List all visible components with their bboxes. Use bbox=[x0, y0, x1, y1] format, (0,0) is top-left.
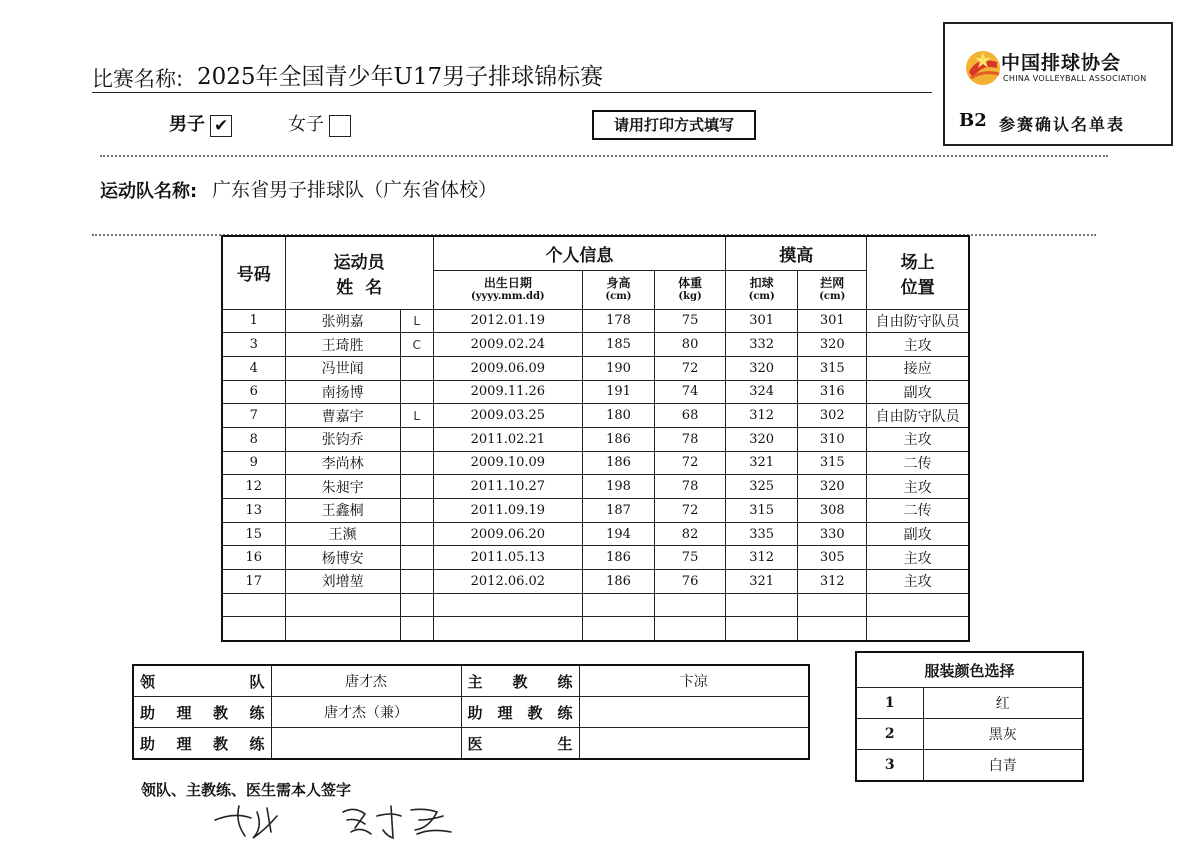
cell-height: 185 bbox=[582, 333, 654, 357]
staff-table bbox=[132, 664, 810, 760]
cell-birth: 2011.10.27 bbox=[433, 475, 582, 499]
cell-height: 187 bbox=[582, 499, 654, 523]
cell-position bbox=[867, 617, 969, 641]
cell-role bbox=[400, 593, 433, 617]
cell-birth bbox=[433, 593, 582, 617]
cell-weight: 74 bbox=[655, 380, 726, 404]
assistant-coach-label: 助 理 教 练 bbox=[461, 697, 579, 728]
cell-role bbox=[400, 570, 433, 594]
header-athlete bbox=[285, 236, 433, 309]
cell-role bbox=[400, 499, 433, 523]
doctor-value bbox=[579, 728, 809, 760]
cell-block: 315 bbox=[798, 356, 867, 380]
table-row bbox=[222, 309, 969, 333]
cell-spike: 320 bbox=[726, 427, 798, 451]
cell-block: 312 bbox=[798, 570, 867, 594]
cell-height bbox=[582, 593, 654, 617]
cell-number: 9 bbox=[222, 451, 285, 475]
gender-male bbox=[169, 110, 232, 137]
competition-label: 比赛名称: bbox=[92, 67, 184, 91]
cell-spike: 312 bbox=[726, 404, 798, 428]
cell-block: 301 bbox=[798, 309, 867, 333]
cell-block: 310 bbox=[798, 427, 867, 451]
signature-note: 领队、主教练、医生需本人签字 bbox=[141, 781, 352, 799]
cell-position: 自由防守队员 bbox=[867, 404, 969, 428]
cell-name: 张朔嘉 bbox=[285, 309, 400, 333]
form-title: 参赛确认名单表 bbox=[999, 115, 1126, 134]
cell-weight: 68 bbox=[655, 404, 726, 428]
cell-name: 冯世闻 bbox=[285, 356, 400, 380]
uniform-color: 白青 bbox=[923, 750, 1083, 782]
cell-spike: 315 bbox=[726, 499, 798, 523]
cell-name: 杨博安 bbox=[285, 546, 400, 570]
cell-number: 16 bbox=[222, 546, 285, 570]
cell-number: 6 bbox=[222, 380, 285, 404]
team-leader-label: 领 队 bbox=[133, 665, 271, 697]
header-position-line2: 位置 bbox=[900, 277, 935, 298]
cell-weight: 75 bbox=[655, 546, 726, 570]
table-row bbox=[222, 356, 969, 380]
cell-position: 自由防守队员 bbox=[867, 309, 969, 333]
cell-weight: 76 bbox=[655, 570, 726, 594]
org-name-en: CHINA VOLLEYBALL ASSOCIATION bbox=[1003, 74, 1147, 83]
cell-block: 305 bbox=[798, 546, 867, 570]
cell-position: 主攻 bbox=[867, 546, 969, 570]
cell-spike: 321 bbox=[726, 451, 798, 475]
cell-role bbox=[400, 356, 433, 380]
assistant-coach-value: 唐才杰（兼） bbox=[271, 697, 461, 728]
male-label: 男子 bbox=[169, 114, 205, 135]
header-spike bbox=[726, 270, 798, 309]
table-row bbox=[222, 404, 969, 428]
header-block-label: 拦网 bbox=[820, 275, 845, 290]
cell-birth: 2009.06.20 bbox=[433, 522, 582, 546]
competition-underline bbox=[92, 92, 932, 93]
cell-birth: 2011.09.19 bbox=[433, 499, 582, 523]
cell-birth: 2009.06.09 bbox=[433, 356, 582, 380]
print-instruction: 请用打印方式填写 bbox=[592, 110, 756, 140]
table-row bbox=[222, 380, 969, 404]
cell-spike: 335 bbox=[726, 522, 798, 546]
male-checkbox[interactable]: ✔ bbox=[210, 115, 232, 137]
head-coach-value: 卞凉 bbox=[579, 665, 809, 697]
org-name: 中国排球协会 bbox=[1001, 52, 1122, 74]
header-block bbox=[798, 270, 867, 309]
cell-number: 15 bbox=[222, 522, 285, 546]
cell-position: 主攻 bbox=[867, 427, 969, 451]
cell-block: 302 bbox=[798, 404, 867, 428]
cell-spike bbox=[726, 593, 798, 617]
cell-number: 3 bbox=[222, 333, 285, 357]
cell-role bbox=[400, 380, 433, 404]
cell-number: 7 bbox=[222, 404, 285, 428]
volleyball-logo-icon bbox=[963, 48, 1003, 88]
table-row bbox=[222, 522, 969, 546]
header-position bbox=[867, 236, 969, 309]
staff-row bbox=[133, 728, 809, 760]
header-reach: 摸高 bbox=[726, 236, 867, 270]
cell-name: 朱昶宇 bbox=[285, 475, 400, 499]
cell-role bbox=[400, 451, 433, 475]
cell-birth bbox=[433, 617, 582, 641]
cell-position: 二传 bbox=[867, 499, 969, 523]
cell-weight: 80 bbox=[655, 333, 726, 357]
cell-name bbox=[285, 593, 400, 617]
header-spike-label: 扣球 bbox=[749, 275, 774, 290]
table-row bbox=[222, 333, 969, 357]
assistant-coach-label: 助 理 教 练 bbox=[133, 728, 271, 760]
cell-spike bbox=[726, 617, 798, 641]
team-name: 广东省男子排球队（广东省体校） bbox=[212, 179, 498, 201]
header-birth-label: 出生日期 bbox=[483, 275, 532, 290]
cell-weight: 72 bbox=[655, 451, 726, 475]
cell-number: 12 bbox=[222, 475, 285, 499]
cell-name: 李尚林 bbox=[285, 451, 400, 475]
cell-position: 主攻 bbox=[867, 333, 969, 357]
uniform-index: 3 bbox=[856, 750, 923, 782]
cell-weight bbox=[655, 593, 726, 617]
uniform-index: 1 bbox=[856, 688, 923, 719]
cell-block: 320 bbox=[798, 475, 867, 499]
cell-height: 186 bbox=[582, 546, 654, 570]
cell-position: 副攻 bbox=[867, 522, 969, 546]
form-code: B2 bbox=[959, 110, 987, 131]
header-weight-label: 体重 bbox=[678, 275, 703, 290]
cell-birth: 2009.10.09 bbox=[433, 451, 582, 475]
cell-birth: 2011.02.21 bbox=[433, 427, 582, 451]
cell-height: 194 bbox=[582, 522, 654, 546]
cell-name bbox=[285, 617, 400, 641]
cell-number bbox=[222, 617, 285, 641]
team-leader-value: 唐才杰 bbox=[271, 665, 461, 697]
cell-weight: 78 bbox=[655, 427, 726, 451]
cell-position: 二传 bbox=[867, 451, 969, 475]
cell-height: 191 bbox=[582, 380, 654, 404]
table-row bbox=[222, 499, 969, 523]
cell-name: 刘增堃 bbox=[285, 570, 400, 594]
cell-birth: 2009.11.26 bbox=[433, 380, 582, 404]
uniform-row bbox=[856, 688, 1083, 719]
uniform-color-table bbox=[855, 651, 1084, 782]
table-row bbox=[222, 475, 969, 499]
cell-role bbox=[400, 475, 433, 499]
cell-birth: 2009.03.25 bbox=[433, 404, 582, 428]
cell-name: 王琦胜 bbox=[285, 333, 400, 357]
header-athlete-line2: 姓 名 bbox=[336, 277, 383, 298]
cell-number: 17 bbox=[222, 570, 285, 594]
cell-name: 曹嘉宇 bbox=[285, 404, 400, 428]
header-athlete-line1: 运动员 bbox=[333, 252, 385, 273]
cell-block: 308 bbox=[798, 499, 867, 523]
cell-birth: 2011.05.13 bbox=[433, 546, 582, 570]
cell-spike: 325 bbox=[726, 475, 798, 499]
cell-position bbox=[867, 593, 969, 617]
cell-weight: 78 bbox=[655, 475, 726, 499]
header-birth-format: (yyyy.mm.dd) bbox=[471, 290, 545, 302]
uniform-row bbox=[856, 750, 1083, 782]
team-label: 运动队名称: bbox=[100, 181, 198, 202]
header-personal-info: 个人信息 bbox=[433, 236, 725, 270]
cell-height: 178 bbox=[582, 309, 654, 333]
table-row bbox=[222, 427, 969, 451]
cell-role bbox=[400, 522, 433, 546]
doctor-label: 医 生 bbox=[461, 728, 579, 760]
cell-height: 198 bbox=[582, 475, 654, 499]
competition-name: 2025年全国青少年U17男子排球锦标赛 bbox=[197, 64, 604, 90]
cell-spike: 321 bbox=[726, 570, 798, 594]
table-row bbox=[222, 617, 969, 641]
cell-spike: 301 bbox=[726, 309, 798, 333]
table-row bbox=[222, 593, 969, 617]
cell-role: C bbox=[400, 333, 433, 357]
cell-role bbox=[400, 617, 433, 641]
header-height bbox=[582, 270, 654, 309]
header-height-unit: (cm) bbox=[605, 290, 632, 302]
header-number: 号码 bbox=[222, 236, 285, 309]
cell-weight: 72 bbox=[655, 356, 726, 380]
handwritten-signature bbox=[205, 798, 465, 842]
table-row bbox=[222, 546, 969, 570]
cell-spike: 324 bbox=[726, 380, 798, 404]
female-checkbox[interactable] bbox=[329, 115, 351, 137]
cell-height: 180 bbox=[582, 404, 654, 428]
form-id-box bbox=[943, 22, 1173, 146]
uniform-color: 红 bbox=[923, 688, 1083, 719]
assistant-coach-value bbox=[271, 728, 461, 760]
cell-number bbox=[222, 593, 285, 617]
cell-block bbox=[798, 617, 867, 641]
cell-name: 王濒 bbox=[285, 522, 400, 546]
cell-spike: 312 bbox=[726, 546, 798, 570]
table-row bbox=[222, 451, 969, 475]
header-birth bbox=[433, 270, 582, 309]
cell-weight bbox=[655, 617, 726, 641]
dotted-divider-top bbox=[100, 155, 1108, 157]
header-weight-unit: (kg) bbox=[678, 290, 702, 302]
cell-number: 8 bbox=[222, 427, 285, 451]
cell-position: 主攻 bbox=[867, 570, 969, 594]
roster-table bbox=[221, 235, 970, 642]
cell-role: L bbox=[400, 404, 433, 428]
header-spike-unit: (cm) bbox=[748, 290, 775, 302]
cell-height: 186 bbox=[582, 427, 654, 451]
cell-height bbox=[582, 617, 654, 641]
female-label: 女子 bbox=[288, 114, 324, 135]
assistant-coach-label: 助 理 教 练 bbox=[133, 697, 271, 728]
cell-birth: 2012.01.19 bbox=[433, 309, 582, 333]
cell-block: 316 bbox=[798, 380, 867, 404]
uniform-row bbox=[856, 719, 1083, 750]
head-coach-label: 主 教 练 bbox=[461, 665, 579, 697]
staff-row bbox=[133, 697, 809, 728]
header-position-line1: 场上 bbox=[900, 252, 935, 273]
uniform-color: 黑灰 bbox=[923, 719, 1083, 750]
header-weight bbox=[655, 270, 726, 309]
cell-block: 315 bbox=[798, 451, 867, 475]
uniform-title: 服装颜色选择 bbox=[856, 652, 1083, 688]
cell-spike: 320 bbox=[726, 356, 798, 380]
table-row bbox=[222, 570, 969, 594]
cell-spike: 332 bbox=[726, 333, 798, 357]
cell-number: 13 bbox=[222, 499, 285, 523]
cell-role bbox=[400, 427, 433, 451]
cell-height: 186 bbox=[582, 570, 654, 594]
header-block-unit: (cm) bbox=[819, 290, 846, 302]
assistant-coach-value bbox=[579, 697, 809, 728]
cell-number: 1 bbox=[222, 309, 285, 333]
cell-number: 4 bbox=[222, 356, 285, 380]
cell-weight: 72 bbox=[655, 499, 726, 523]
cell-birth: 2009.02.24 bbox=[433, 333, 582, 357]
cell-position: 主攻 bbox=[867, 475, 969, 499]
uniform-index: 2 bbox=[856, 719, 923, 750]
cell-weight: 75 bbox=[655, 309, 726, 333]
cell-block: 320 bbox=[798, 333, 867, 357]
cell-position: 接应 bbox=[867, 356, 969, 380]
gender-female bbox=[288, 110, 351, 137]
cell-name: 南扬博 bbox=[285, 380, 400, 404]
staff-row bbox=[133, 665, 809, 697]
cell-block bbox=[798, 593, 867, 617]
cell-height: 190 bbox=[582, 356, 654, 380]
cell-block: 330 bbox=[798, 522, 867, 546]
cell-weight: 82 bbox=[655, 522, 726, 546]
cell-birth: 2012.06.02 bbox=[433, 570, 582, 594]
cell-name: 王鑫桐 bbox=[285, 499, 400, 523]
cell-height: 186 bbox=[582, 451, 654, 475]
cell-role: L bbox=[400, 309, 433, 333]
cell-name: 张钧乔 bbox=[285, 427, 400, 451]
cell-position: 副攻 bbox=[867, 380, 969, 404]
header-height-label: 身高 bbox=[606, 275, 631, 290]
cell-role bbox=[400, 546, 433, 570]
